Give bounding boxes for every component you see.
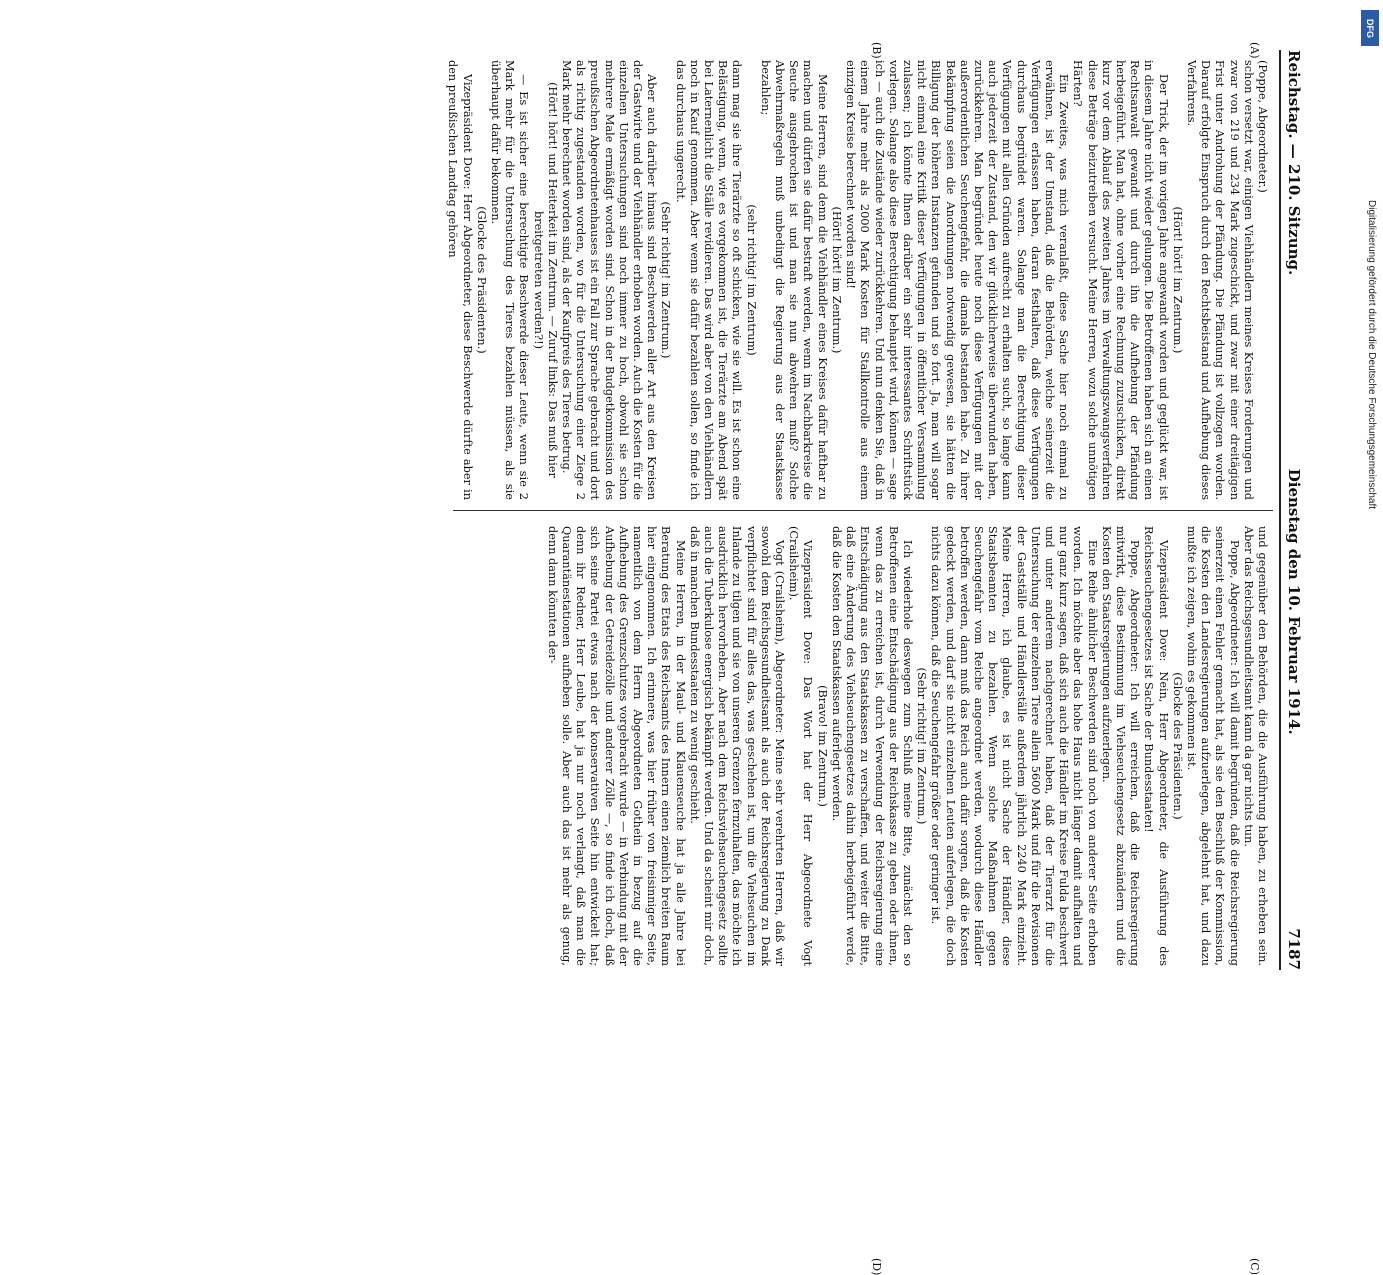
- interjection: (Sehr richtig! im Zentrum.): [915, 667, 929, 825]
- speaker-paragraph: Vizepräsident Dove: Das Wort hat der Herr Abgeordnete Vogt (Crailsheim).: [787, 526, 815, 966]
- speaker-paragraph: Poppe, Abgeordneter: Ich will erreichen, daß die Reichsregierung mitwirkt, diese Bestimmung im Viehseuchengesetz abzuändern und die Kosten den Staatsregierungen aufzuerlegen.: [1099, 526, 1142, 966]
- column-divider: [453, 510, 1273, 511]
- digitization-credit: Digitalisierung gefördert durch die Deutsche Forschungsgemeinschaft: [1366, 200, 1377, 510]
- margin-mark-a: (A): [1248, 42, 1261, 59]
- dfg-logo: DFG: [1361, 10, 1379, 46]
- paragraph: Eine Reihe ähnlicher Beschwerden sind noch von anderer Seite erhoben worden. Ich möchte aber das hohe Haus nicht länger damit aufhalten und nur ganz kurz sagen, daß sich auch die Händler im Kreise Fulda beschwert und unter anderem nachgerechnet haben, daß der Tierarzt für die Untersuchung der einzelnen Tiere allein 5600 Mark und für die Revisionen der Gastställe und Händlerställe außerdem jährlich 2240 Mark einzieht. Meine Herren, ich glaube, es ist nicht Sache der Händler, diese Staatsbeamten zu bezahlen. Wenn solche Maßnahmen gegen Seuchengefahr vom Reiche angeordnet werden, wodurch diese Händler betroffen werden, dann muß das Reich auch dafür sorgen, daß die Kosten gedeckt werden, und darf sie nicht einzelnen Leuten auferlegen, die doch nichts dazu können, daß die Seuchengefahr größer oder geringer ist.: [929, 526, 1099, 966]
- margin-mark-c: (C): [1248, 1258, 1261, 1275]
- speaker-paragraph: Vizepräsident Dove: Herr Abgeordneter, diese Beschwerde dürfte aber in den preußischen Landtag gehören: [446, 60, 474, 500]
- margin-mark-d: (D): [870, 1258, 883, 1275]
- document-page: [63, 40, 1313, 1275]
- paragraph: Der Trick, der im vorigen Jahre angewandt worden und geglückt war, ist in diesem Jahre nicht wieder gelungen. Die Betroffenen haben sich an einen Rechtsanwalt gewandt und durch ihn die Aufhebung der Pfändung herbeigeführt. Man hat, ohne vorher eine Rechnung zuzuschicken, direkt kurz vor dem Ablauf des zweiten Jahres im Verwaltungszwangsverfahren diese Beträge beizutreiben versucht. Meine Herren, wozu solche unnötigen Härten?: [1071, 60, 1170, 500]
- paragraph: Ein Zweites, was mich veranlaßt, diese Sache hier noch einmal zu erwähnen, ist der Umstand, daß die Behörden, welche seinerzeit die Verfügungen erlassen haben, daran festhalten, daß diese Verfügungen durchaus begründet waren. Solange man die Berechtigung dieser Verfügungen mit allen Gründen aufrecht zu erhalten sucht, so lange kann auch jederzeit der Zustand, den wir glücklicherweise überwunden haben, zurückkehren. Man begründet heute noch diese Verfügungen mit der außerordentlichen Seuchengefahr, die damals bestanden habe. Zu ihrer Bekämpfung seien die Anordnungen notwendig gewesen, sie hätten die Billigung der höheren Instanzen gefunden und so fort. Ja, man will sogar nicht einmal eine Kritik dieser Verfügungen in öffentlicher Versammlung zulassen; ich könnte Ihnen darüber ein sehr interessantes Schriftstück vorlegen. Solange also diese Berechtigung behauptet wird, können — sage ich — auch die Zustände wieder zurückkehren. Und nun denken Sie, daß in einem Jahre mehr als 2000 Mark Kosten für Stallkontrolle aus einem einzigen Kreise berechnet worden sind!: [844, 60, 1071, 500]
- interjection: (Glocke des Präsidenten.): [1170, 672, 1184, 820]
- paragraph: und gegenüber den Behörden, die die Ausführung haben, zu erheben sein. Aber das Reichsgesundheitsamt kann da gar nichts tun.: [1241, 526, 1269, 966]
- interjection: (Bravo! im Zentrum.): [815, 685, 829, 807]
- paragraph: Meine Herren, in der Maul- und Klauenseuche hat ja alle Jahre bei Beratung des Etats des Reichsamts des Innern einen ziemlich breiten Raum hier eingenommen. Ich erinnere, was hier früher von freisinniger Seite, namentlich von dem Herrn Abgeordneten Gothein in bezug auf die Aufhebung des Grenzschutzes vorgebracht wurde — in Verbindung mit der Aufhebung der Getreidezölle und anderer Zölle —, so finde ich doch, daß sich seine Partei etwas nach der konservativen Seite hin entwickelt hat; denn ihr Redner, Herr Leube, hat ja nur noch verlangt, daß man die Quarantänestationen aufheben solle. Aber auch das ist mehr als genug, denn dann könnten der-: [545, 526, 687, 966]
- margin-mark-b: (B): [870, 42, 883, 59]
- running-head: [1279, 50, 1307, 970]
- speaker-tag: (Poppe, Abgeordneter.): [1256, 60, 1269, 193]
- speaker-paragraph: Poppe, Abgeordneter: Ich will damit begründen, daß die Reichsregierung seinerzeit einen Fehler gemacht hat, als sie den Beschluß der Kommission, die Kosten den Landesregierungen aufzuerlegen, abgelehnt hat, und dazu mußte ich zeigen, wohin es gekommen ist.: [1184, 526, 1241, 966]
- speaker-paragraph: Vizepräsident Dove: Nein, Herr Abgeordneter, die Ausführung des Reichsseuchengesetzes ist Sache der Bundesstaaten!: [1142, 526, 1170, 966]
- paragraph: Meine Herren, sind denn die Viehhändler eines Kreises dafür haftbar zu machen und dürfen sie dafür bestraft werden, wenn im Nachbarkreise die Seuche ausgebrochen ist und man sie nun abwehren muß? Solche Abwehrmaßregeln muß unbedingt die Regierung aus der Staatskasse bezahlen;: [758, 60, 829, 500]
- interjection: (Hört! hört! im Zentrum.): [829, 206, 843, 354]
- speaker-paragraph: Vogt (Crailsheim), Abgeordneter: Meine sehr verehrten Herren, daß wir sowohl dem Reichsgesundheitsamt als auch der Reichsregierung zu Dank verpflichtet sind für alles das, was geschehen ist, um die Viehseuchen im Inlande zu tilgen und sie von unseren Grenzen fernzuhalten, das möchte ich ausdrücklich hervorheben. Aber nach dem Reichsviehseuchengesetz sollte auch die Tuberkulose energisch bekämpft werden. Und da scheint mir doch, daß in manchen Bundesstaaten zu wenig geschieht.: [687, 526, 787, 966]
- header-left: Reichstag. — 210. Sitzung.: [1285, 50, 1303, 276]
- paragraph: Ich wiederhole deswegen zum Schluß meine Bitte, zunächst den so Betroffenen eine Entschädigung aus der Reichskasse zu geben oder ihnen, wenn das zu erreichen ist, durch Verwendung der Reichsregierung eine Entschädigung aus den Staatskassen zu verschaffen, und weiter die Bitte, daß eine Änderung des Viehseuchengesetzes dahin herbeigeführt werde, daß die Kosten den Staatskassen auferlegt werden.: [829, 526, 914, 966]
- interjection: (Hört! hört! und Heiterkeit im Zentrum. — Zuruf links: Das muß hier breitgetreten werden?!): [531, 82, 559, 478]
- interjection: (Glocke des Präsidenten.): [474, 206, 488, 354]
- paragraph: schon versetzt war, einigen Viehhändlern meines Kreises Forderungen und zwar von 219 und 234 Mark zugeschickt, und zwar mit einer dreitägigen Frist unter Androhung der Pfändung. Die Pfändung ist vollzogen worden. Darauf erfolgte Einspruch durch den Rechtsbeistand und Aufhebung dieses Verfahrens.: [1184, 60, 1255, 500]
- interjection: (sehr richtig! im Zentrum): [744, 204, 758, 356]
- paragraph: dann mag sie ihre Tierärzte so oft schicken, wie sie will. Es ist schon eine Belästigung, wenn, wie es vorgekommen ist, die Tierärzte am Abend spät bei Laternenlicht die Ställe revidieren. Das wird aber von den Viehhändlern noch in Kauf genommen. Aber wenn sie dafür bezahlen sollen, so finde ich das durchaus ungerecht.: [673, 60, 744, 500]
- left-column: [445, 60, 1269, 500]
- paragraph: — Es ist sicher eine berechtigte Beschwerde dieser Leute, wenn sie 2 Mark mehr für die Untersuchung des Tieres bezahlen müssen, als sie überhaupt dafür bekommen.: [489, 60, 531, 500]
- interjection: (Sehr richtig! im Zentrum.): [659, 201, 673, 359]
- interjection: (Hört! hört! im Zentrum.): [1170, 206, 1184, 354]
- header-date: Dienstag den 10. Februar 1914.: [1285, 468, 1303, 735]
- right-column: [545, 526, 1269, 966]
- paragraph: Aber auch darüber hinaus sind Beschwerden aller Art aus den Kreisen der Gastwirte und der Viehhändler erhoben worden. Auch die Kosten für die einzelnen Untersuchungen sind noch immer zu hoch, obwohl sie schon mehrere Male ermäßigt worden sind. Schon in der Budgetkommission des preußischen Abgeordnetenhauses ist ein Fall zur Sprache gebracht und dort als richtig zugestanden worden, wo für die Untersuchung einer Ziege 2 Mark mehr berechnet worden sind, als der Kaufpreis des Tieres betrug.: [560, 60, 659, 500]
- page-number: 7187: [1285, 928, 1303, 970]
